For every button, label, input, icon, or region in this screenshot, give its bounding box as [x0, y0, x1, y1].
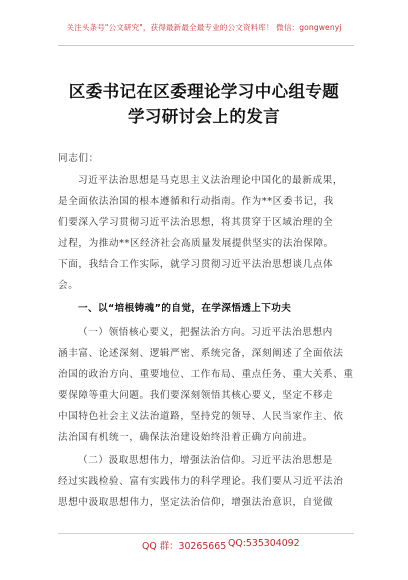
paragraph-line: 下面，我结合工作实际，就学习贯彻习近平法治思想谈几点体 [58, 259, 334, 270]
document-title-line-2: 学习研讨会上的发言 [127, 107, 281, 126]
header-promo-note: 关注头条号"公文研究"，获得最新最全最专业的公文资料库！ 微信：gongwenyj [66, 23, 342, 32]
footer-qq-contact: QQ:535304092 [228, 538, 300, 549]
paragraph-line: 法治国有机统一，确保法治建设始终沿着正确方向前进。 [58, 432, 313, 443]
paragraph-line: 中国特色社会主义法治道路，坚持党的领导、人民当家作主、依 [58, 411, 344, 422]
paragraph-line: 习近平法治思想是马克思主义法治理论中国化的最新成果， [78, 175, 344, 186]
footer-divider [58, 533, 354, 534]
paragraph-line: 是全面依法治国的根本遵循和行动指南。作为**区委书记，我 [58, 196, 334, 207]
document-title-line-1: 区委书记在区委理论学习中心组专题 [68, 82, 340, 101]
section-heading: 一、以“培根铸魂”的自觉，在学深悟透上下功夫 [78, 303, 292, 314]
footer-qq-group: QQ 群：30265665 [142, 541, 227, 552]
paragraph-line: （二）汲取思想伟力，增强法治信仰。习近平法治思想是 [78, 455, 333, 466]
paragraph-line: 经过实践检验、富有实践伟力的科学理论。我们要从习近平法治 [58, 476, 344, 487]
header-divider [58, 45, 354, 46]
paragraph-line: 们要深入学习贯彻习近平法治思想，将其贯穿于区域治理的全 [58, 217, 334, 228]
paragraph-line: 会。 [58, 280, 79, 291]
paragraph-line: （一）领悟核心要义，把握法治方向。习近平法治思想内 [78, 327, 333, 338]
paragraph-line: 过程，为推动**区经济社会高质量发展提供坚实的法治保障。 [58, 238, 334, 249]
paragraph-line: 治国的政治方向、重要地位、工作布局、重点任务、重大关系、重 [58, 369, 354, 380]
paragraph-line: 思想中汲取思想伟力，坚定法治信仰，增强法治意识，自觉做 [58, 497, 334, 508]
paragraph-line: 要保障等重大问题。我们要深刻领悟其核心要义，坚定不移走 [58, 390, 334, 401]
salutation: 同志们： [58, 153, 99, 164]
paragraph-line: 涵丰富、论述深刻、逻辑严密、系统完备，深刻阐述了全面依法 [58, 348, 344, 359]
